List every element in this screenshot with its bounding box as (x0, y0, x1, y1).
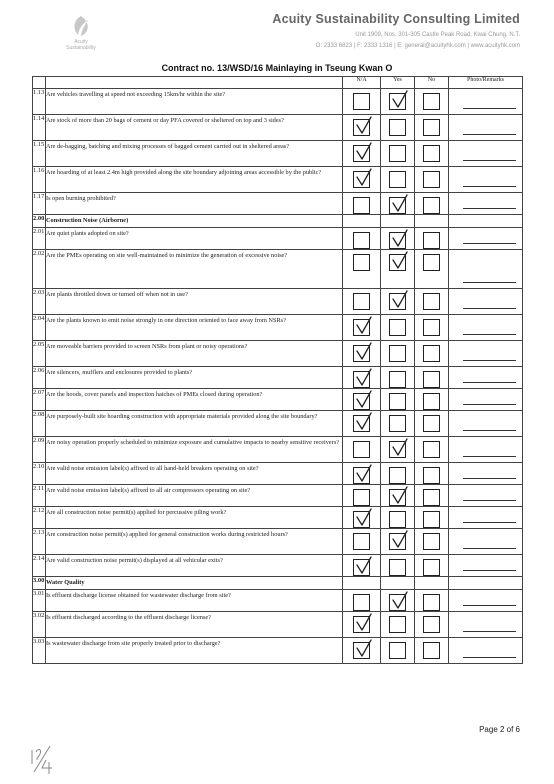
cell-no (415, 228, 449, 250)
remarks-cell (449, 612, 523, 638)
tick-mark-icon (355, 116, 373, 136)
item-question: Are the hoods, cover panels and inspection hatches of PMEs closed during operation? (46, 389, 343, 411)
checkbox-no[interactable] (423, 93, 440, 110)
cell-na (343, 638, 381, 664)
checkbox-no[interactable] (423, 171, 440, 188)
remarks-line[interactable] (463, 208, 516, 209)
table-row (33, 193, 523, 215)
page-number: Page 2 of 6 (479, 725, 520, 734)
tick-mark-icon (355, 342, 373, 362)
remarks-cell (449, 228, 523, 250)
checkbox-yes[interactable] (389, 393, 406, 410)
remarks-cell (449, 555, 523, 577)
table-row (33, 89, 523, 115)
checkbox-yes[interactable] (389, 533, 406, 550)
tick-mark-icon (355, 390, 373, 410)
cell-yes (381, 485, 415, 507)
item-number: 1.14 (33, 115, 46, 141)
col-head-yes: Yes (381, 77, 415, 89)
item-question: Are stock of more than 20 bags of cement or day PFA covered or sheltered on top and 3 sides? (46, 115, 343, 141)
logo-text-line2: Sustainability (66, 45, 96, 51)
cell-no (415, 315, 449, 341)
remarks-line[interactable] (463, 478, 516, 479)
tick-mark-icon (355, 556, 373, 576)
checkbox-no[interactable] (423, 511, 440, 528)
cell-no (415, 250, 449, 289)
table-row (33, 638, 523, 664)
cell-na (343, 193, 381, 215)
cell-yes (381, 577, 415, 590)
cell-no (415, 577, 449, 590)
cell-no (415, 341, 449, 367)
item-question: Construction Noise (Airborne) (46, 215, 343, 228)
tick-mark-icon (391, 90, 409, 110)
tick-mark-icon (391, 486, 409, 506)
col-head-no: No (415, 77, 449, 89)
tick-mark-icon (391, 591, 409, 611)
section-header-row (33, 577, 523, 590)
item-question: Are construction noise permit(s) applied for general construction works during restricted hours? (46, 529, 343, 555)
checkbox-no[interactable] (423, 371, 440, 388)
checkbox-no[interactable] (423, 467, 440, 484)
col-head-na: N/A (343, 77, 381, 89)
table-row (33, 115, 523, 141)
item-number: 2.03 (33, 289, 46, 315)
item-question: Are the PMEs operating on site well-maintained to minimize the generation of excessive noise? (46, 250, 343, 289)
table-row (33, 437, 523, 463)
remarks-cell (449, 167, 523, 193)
cell-yes (381, 590, 415, 612)
cell-yes (381, 389, 415, 411)
item-number: 3.01 (33, 590, 46, 612)
item-number: 2.12 (33, 507, 46, 529)
checkbox-na[interactable] (353, 559, 370, 576)
item-number: 2.13 (33, 529, 46, 555)
cell-na (343, 463, 381, 485)
item-number: 2.14 (33, 555, 46, 577)
table-row (33, 411, 523, 437)
checkbox-no[interactable] (423, 293, 440, 310)
table-row (33, 367, 523, 389)
cell-na (343, 389, 381, 411)
checkbox-yes[interactable] (389, 594, 406, 611)
contract-title: Contract no. 13/WSD/16 Mainlaying in Tseung Kwan O (161, 63, 393, 73)
section-header-row (33, 215, 523, 228)
col-head-question (46, 77, 343, 89)
cell-na (343, 411, 381, 437)
remarks-cell (449, 389, 523, 411)
tick-mark-icon (355, 368, 373, 388)
checkbox-no[interactable] (423, 119, 440, 136)
tick-mark-icon (355, 464, 373, 484)
cell-no (415, 289, 449, 315)
cell-yes (381, 463, 415, 485)
checkbox-na[interactable] (353, 371, 370, 388)
checkbox-yes[interactable] (389, 171, 406, 188)
cell-no (415, 485, 449, 507)
col-head-remarks: Photo/Remarks (449, 77, 523, 89)
checkbox-yes[interactable] (389, 293, 406, 310)
cell-na (343, 228, 381, 250)
checkbox-yes[interactable] (389, 232, 406, 249)
remarks-cell (449, 507, 523, 529)
remarks-line[interactable] (463, 522, 516, 523)
tick-mark-icon (391, 290, 409, 310)
table-row (33, 612, 523, 638)
item-question: Water Quality (46, 577, 343, 590)
remarks-cell (449, 141, 523, 167)
remarks-line[interactable] (463, 404, 516, 405)
item-question: Is open burning prohibited? (46, 193, 343, 215)
company-name: Acuity Sustainability Consulting Limited (272, 12, 520, 26)
cell-na (343, 437, 381, 463)
cell-no (415, 529, 449, 555)
item-question: Are valid construction noise permit(s) displayed at all vehicular exits? (46, 555, 343, 577)
cell-yes (381, 367, 415, 389)
checkbox-na[interactable] (353, 594, 370, 611)
remarks-cell (449, 215, 523, 228)
remarks-line[interactable] (463, 308, 516, 309)
tick-mark-icon (355, 316, 373, 336)
checkbox-na[interactable] (353, 119, 370, 136)
cell-na (343, 577, 381, 590)
checkbox-no[interactable] (423, 489, 440, 506)
checkbox-na[interactable] (353, 415, 370, 432)
remarks-cell (449, 437, 523, 463)
checkbox-no[interactable] (423, 145, 440, 162)
checkbox-no[interactable] (423, 232, 440, 249)
remarks-line[interactable] (463, 186, 516, 187)
item-question: Are de-bagging, batching and mixing processes of bagged cement carried out in sheltered areas? (46, 141, 343, 167)
item-number: 2.11 (33, 485, 46, 507)
checkbox-yes[interactable] (389, 467, 406, 484)
checkbox-no[interactable] (423, 415, 440, 432)
item-question: Are purposely-built site hoarding construction with appropriate materials provided along the site boundary? (46, 411, 343, 437)
remarks-line[interactable] (463, 430, 516, 431)
cell-na (343, 485, 381, 507)
cell-no (415, 411, 449, 437)
item-number: 2.07 (33, 389, 46, 411)
checkbox-na[interactable] (353, 441, 370, 458)
item-question: Are all construction noise permit(s) applied for percussive piling work? (46, 507, 343, 529)
checkbox-yes[interactable] (389, 511, 406, 528)
item-question: Are the plants known to emit noise strongly in one direction oriented to face away from NSRs? (46, 315, 343, 341)
checkbox-yes[interactable] (389, 642, 406, 659)
checkbox-yes[interactable] (389, 197, 406, 214)
remarks-line[interactable] (463, 657, 516, 658)
cell-na (343, 115, 381, 141)
cell-no (415, 141, 449, 167)
item-question: Are valid noise emission label(s) affixed to all hand-held breakers operating on site? (46, 463, 343, 485)
remarks-cell (449, 590, 523, 612)
checkbox-no[interactable] (423, 393, 440, 410)
cell-no (415, 115, 449, 141)
item-question: Is wastewater discharge from site properly treated prior to discharge? (46, 638, 343, 664)
table-row (33, 228, 523, 250)
remarks-line[interactable] (463, 605, 516, 606)
cell-yes (381, 167, 415, 193)
item-question: Is effluent discharge license obtained for wastewater discharge from site? (46, 590, 343, 612)
checkbox-yes[interactable] (389, 371, 406, 388)
checkbox-no[interactable] (423, 594, 440, 611)
cell-yes (381, 289, 415, 315)
item-question: Are hoarding of at least 2.4m high provided along the site boundary adjoining areas accessible by the public? (46, 167, 343, 193)
cell-na (343, 289, 381, 315)
checkbox-no[interactable] (423, 345, 440, 362)
item-question: Are noisy operation properly scheduled to minimize exposure and cumulative impacts to nearby sensitive receivers? (46, 437, 343, 463)
checkbox-yes[interactable] (389, 93, 406, 110)
checkbox-na[interactable] (353, 319, 370, 336)
table-row (33, 507, 523, 529)
cell-na (343, 89, 381, 115)
checkbox-no[interactable] (423, 533, 440, 550)
cell-yes (381, 437, 415, 463)
remarks-cell (449, 411, 523, 437)
cell-yes (381, 638, 415, 664)
cell-na (343, 367, 381, 389)
tick-mark-icon (355, 613, 373, 633)
cell-yes (381, 555, 415, 577)
item-number: 3.02 (33, 612, 46, 638)
cell-na (343, 555, 381, 577)
remarks-line[interactable] (463, 134, 516, 135)
remarks-cell (449, 89, 523, 115)
cell-yes (381, 89, 415, 115)
item-number: 2.10 (33, 463, 46, 485)
table-row (33, 555, 523, 577)
remarks-cell (449, 485, 523, 507)
cell-no (415, 590, 449, 612)
cell-na (343, 315, 381, 341)
checkbox-na[interactable] (353, 232, 370, 249)
remarks-cell (449, 367, 523, 389)
cell-yes (381, 315, 415, 341)
checkbox-na[interactable] (353, 254, 370, 271)
tick-mark-icon (391, 251, 409, 271)
item-number: 1.15 (33, 141, 46, 167)
item-question: Are silencers, mufflers and enclosures provided to plants? (46, 367, 343, 389)
table-row (33, 289, 523, 315)
cell-no (415, 89, 449, 115)
item-question: Are quiet plants adopted on site? (46, 228, 343, 250)
checkbox-na[interactable] (353, 393, 370, 410)
cell-no (415, 367, 449, 389)
cell-no (415, 167, 449, 193)
company-address: Unit 1909, Nos. 301-305 Castle Peak Road, Kwai Chung, N.T. (355, 32, 520, 38)
item-question: Is effluent discharged according to the effluent discharge license? (46, 612, 343, 638)
checkbox-no[interactable] (423, 254, 440, 271)
remarks-line[interactable] (463, 108, 516, 109)
cell-yes (381, 341, 415, 367)
checkbox-na[interactable] (353, 345, 370, 362)
checkbox-na[interactable] (353, 642, 370, 659)
remarks-line[interactable] (463, 631, 516, 632)
cell-no (415, 507, 449, 529)
checkbox-no[interactable] (423, 616, 440, 633)
logo-leaf-icon (66, 14, 96, 38)
remarks-cell (449, 463, 523, 485)
checkbox-na[interactable] (353, 511, 370, 528)
item-number: 1.16 (33, 167, 46, 193)
item-question: Are valid noise emission label(s) affixed to all air compressors operating on site? (46, 485, 343, 507)
checkbox-yes[interactable] (389, 119, 406, 136)
checkbox-no[interactable] (423, 642, 440, 659)
cell-no (415, 463, 449, 485)
tick-mark-icon (355, 412, 373, 432)
checkbox-no[interactable] (423, 319, 440, 336)
company-logo (58, 14, 104, 54)
checkbox-yes[interactable] (389, 489, 406, 506)
checkbox-no[interactable] (423, 559, 440, 576)
cell-na (343, 529, 381, 555)
cell-na (343, 590, 381, 612)
cell-no (415, 612, 449, 638)
item-number: 2.05 (33, 341, 46, 367)
remarks-line[interactable] (463, 160, 516, 161)
table-row (33, 141, 523, 167)
table-header-row (33, 77, 523, 89)
tick-mark-icon (391, 530, 409, 550)
item-number: 2.09 (33, 437, 46, 463)
checkbox-yes[interactable] (389, 145, 406, 162)
remarks-cell (449, 577, 523, 590)
cell-na (343, 141, 381, 167)
checkbox-na[interactable] (353, 145, 370, 162)
remarks-cell (449, 193, 523, 215)
cell-yes (381, 141, 415, 167)
cell-na (343, 341, 381, 367)
item-number: 2.01 (33, 228, 46, 250)
tick-mark-icon (391, 194, 409, 214)
cell-na (343, 250, 381, 289)
cell-yes (381, 612, 415, 638)
item-number: 1.17 (33, 193, 46, 215)
checkbox-yes[interactable] (389, 441, 406, 458)
remarks-line[interactable] (463, 456, 516, 457)
remarks-line[interactable] (463, 570, 516, 571)
item-number: 3.03 (33, 638, 46, 664)
checkbox-no[interactable] (423, 197, 440, 214)
logo-text-line1: Acuity (74, 39, 88, 45)
checkbox-no[interactable] (423, 441, 440, 458)
remarks-line[interactable] (463, 282, 516, 283)
cell-no (415, 193, 449, 215)
remarks-line[interactable] (463, 360, 516, 361)
checkbox-na[interactable] (353, 467, 370, 484)
cell-yes (381, 215, 415, 228)
checkbox-yes[interactable] (389, 559, 406, 576)
checkbox-na[interactable] (353, 293, 370, 310)
remarks-line[interactable] (463, 334, 516, 335)
remarks-line[interactable] (463, 500, 516, 501)
remarks-cell (449, 250, 523, 289)
checkbox-na[interactable] (353, 93, 370, 110)
item-number: 3.00 (33, 577, 46, 590)
checklist-table (32, 76, 523, 664)
checkbox-yes[interactable] (389, 319, 406, 336)
cell-na (343, 612, 381, 638)
table-row (33, 341, 523, 367)
handwritten-page-mark (28, 742, 58, 776)
cell-no (415, 389, 449, 411)
tick-mark-icon (355, 142, 373, 162)
remarks-line[interactable] (463, 548, 516, 549)
remarks-line[interactable] (463, 382, 516, 383)
remarks-cell (449, 315, 523, 341)
checkbox-yes[interactable] (389, 254, 406, 271)
table-row (33, 167, 523, 193)
document-header (0, 0, 554, 60)
cell-yes (381, 411, 415, 437)
cell-na (343, 167, 381, 193)
checkbox-na[interactable] (353, 197, 370, 214)
cell-yes (381, 228, 415, 250)
checkbox-yes[interactable] (389, 345, 406, 362)
checkbox-na[interactable] (353, 533, 370, 550)
table-row (33, 463, 523, 485)
col-head-num (33, 77, 46, 89)
table-row (33, 315, 523, 341)
item-question: Are moveable barriers provided to screen NSRs from plant or noisy operations? (46, 341, 343, 367)
cell-yes (381, 250, 415, 289)
cell-no (415, 215, 449, 228)
cell-na (343, 507, 381, 529)
remarks-cell (449, 529, 523, 555)
item-number: 2.08 (33, 411, 46, 437)
item-number: 2.06 (33, 367, 46, 389)
cell-yes (381, 193, 415, 215)
remarks-line[interactable] (463, 243, 516, 244)
company-contact: O: 2333 6823 | F: 2333 1316 | E: general@acuityhk.com | www.acuityhk.com (315, 43, 520, 49)
table-row (33, 250, 523, 289)
cell-yes (381, 529, 415, 555)
checkbox-na[interactable] (353, 616, 370, 633)
cell-na (343, 215, 381, 228)
checklist-rows (33, 89, 523, 664)
checkbox-yes[interactable] (389, 616, 406, 633)
checkbox-na[interactable] (353, 171, 370, 188)
item-number: 2.04 (33, 315, 46, 341)
tick-mark-icon (355, 168, 373, 188)
cell-no (415, 638, 449, 664)
logo-text (58, 39, 104, 51)
item-question: Are plants throttled down or turned off when not in use? (46, 289, 343, 315)
remarks-cell (449, 638, 523, 664)
remarks-cell (449, 289, 523, 315)
tick-mark-icon (391, 438, 409, 458)
item-number: 2.02 (33, 250, 46, 289)
item-number: 1.13 (33, 89, 46, 115)
remarks-cell (449, 341, 523, 367)
table-row (33, 485, 523, 507)
item-number: 2.00 (33, 215, 46, 228)
table-row (33, 389, 523, 411)
table-row (33, 529, 523, 555)
cell-no (415, 437, 449, 463)
tick-mark-icon (355, 508, 373, 528)
checkbox-na[interactable] (353, 489, 370, 506)
tick-mark-icon (391, 229, 409, 249)
cell-yes (381, 115, 415, 141)
table-row (33, 590, 523, 612)
item-question: Are vehicles travelling at speed not exceeding 15km/hr within the site? (46, 89, 343, 115)
tick-mark-icon (355, 639, 373, 659)
cell-no (415, 555, 449, 577)
remarks-cell (449, 115, 523, 141)
cell-yes (381, 507, 415, 529)
checkbox-yes[interactable] (389, 415, 406, 432)
